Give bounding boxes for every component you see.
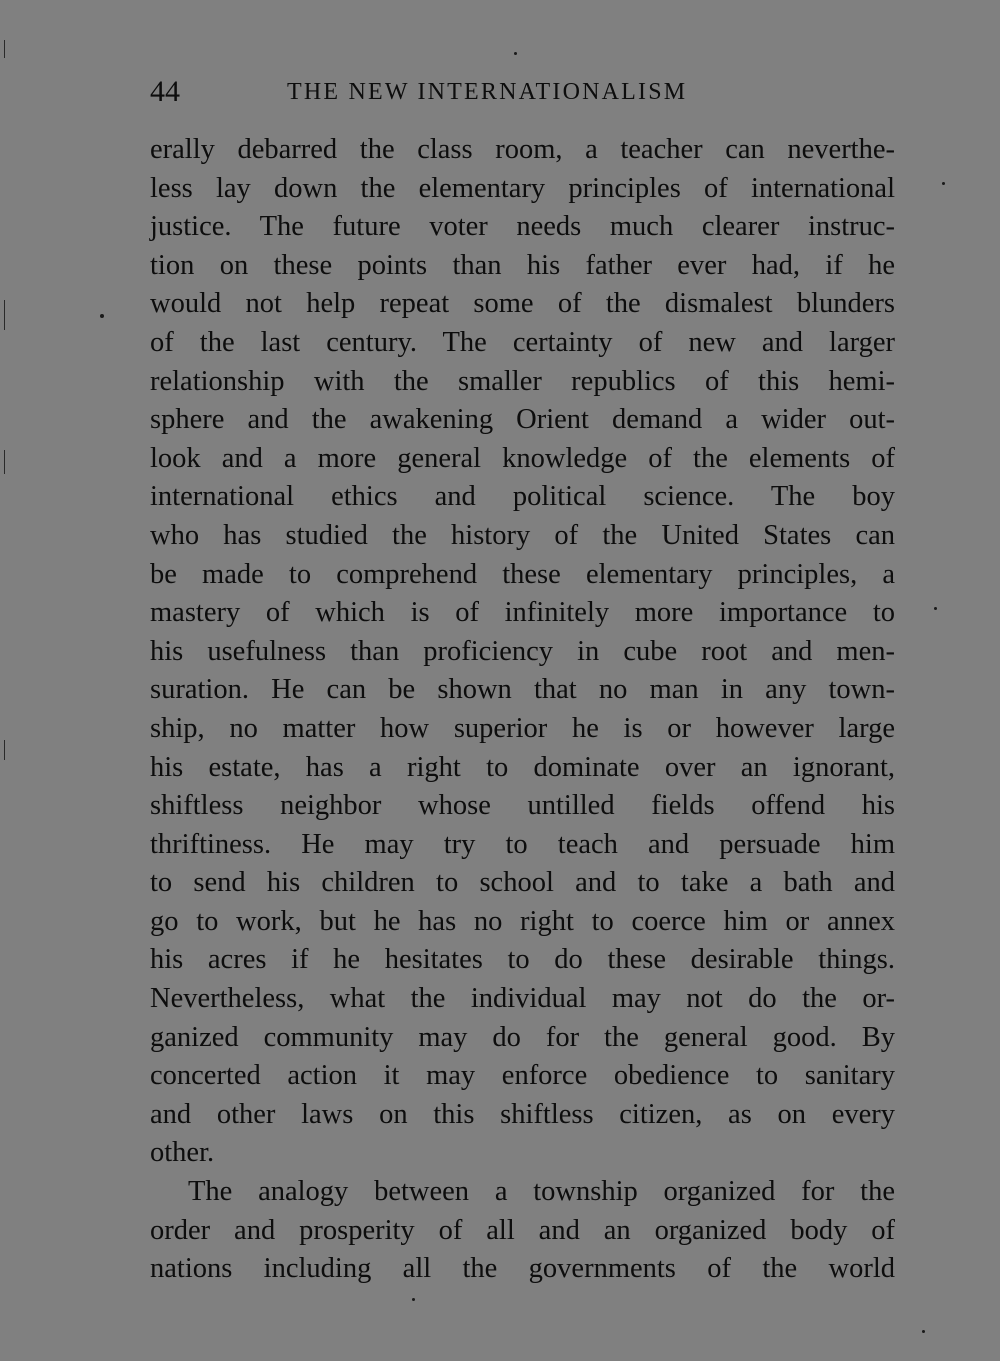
paragraph — [150, 131, 895, 1173]
text-line: The analogy between a township organized for the — [188, 1176, 895, 1208]
text-line: ganized community may do for the general good. By — [150, 1021, 895, 1053]
text-line: suration. He can be shown that no man in any town- — [150, 674, 895, 706]
text-line: look and a more general knowledge of the elements of — [150, 442, 895, 474]
text-line: would not help repeat some of the dismalest blunders — [150, 288, 895, 320]
running-title: THE NEW INTERNATIONALISM — [287, 79, 688, 105]
scan-edge-mark — [4, 300, 5, 330]
text-line: erally debarred the class room, a teacher can neverthe- — [150, 134, 895, 165]
text-line: less lay down the elementary principles of international — [150, 172, 895, 204]
body-text — [150, 131, 895, 1289]
text-line: other. — [150, 1137, 215, 1169]
text-line: his acres if he hesitates to do these desirable things. — [150, 944, 895, 976]
text-line: go to work, but he has no right to coerce him or annex — [150, 905, 895, 937]
text-line: nations including all the governments of the world — [150, 1253, 895, 1285]
text-line: Nevertheless, what the individual may not do the or- — [150, 983, 895, 1015]
text-line: of the last century. The certainty of new and larger — [150, 326, 895, 358]
text-line: relationship with the smaller republics of this hemi- — [150, 365, 895, 397]
text-line: to send his children to school and to take a bath and — [150, 867, 895, 899]
running-head — [150, 72, 895, 112]
text-line: justice. The future voter needs much clearer instruc- — [150, 211, 895, 243]
text-line: international ethics and political science. The boy — [150, 481, 895, 513]
text-line: tion on these points than his father ever had, if he — [150, 249, 895, 281]
scan-speck — [100, 314, 104, 318]
text-line: and other laws on this shiftless citizen, as on every — [150, 1098, 895, 1130]
scan-edge-mark — [4, 740, 5, 760]
paragraph — [150, 1173, 895, 1289]
text-line: thriftiness. He may try to teach and persuade him — [150, 828, 895, 860]
text-line: sphere and the awakening Orient demand a wider out- — [150, 404, 895, 436]
scan-edge-mark — [4, 40, 5, 58]
scan-speck — [922, 1330, 925, 1333]
text-line: be made to comprehend these elementary principles, a — [150, 558, 895, 590]
text-line: concerted action it may enforce obedience to sanitary — [150, 1060, 895, 1092]
text-line: shiftless neighbor whose untilled fields offend his — [150, 790, 895, 822]
scan-speck — [934, 607, 937, 610]
text-line: order and prosperity of all and an organized body of — [150, 1214, 895, 1246]
scan-speck — [412, 1298, 415, 1301]
scan-speck — [942, 182, 945, 185]
text-line: his estate, has a right to dominate over an ignorant, — [150, 751, 895, 783]
page-number: 44 — [150, 75, 180, 108]
scan-edge-mark — [4, 450, 5, 474]
text-line: ship, no matter how superior he is or however large — [150, 712, 895, 744]
text-line: mastery of which is of infinitely more importance to — [150, 597, 895, 629]
text-line: who has studied the history of the United States can — [150, 519, 895, 551]
scan-speck — [514, 52, 517, 55]
text-line: his usefulness than proficiency in cube root and men- — [150, 635, 895, 667]
